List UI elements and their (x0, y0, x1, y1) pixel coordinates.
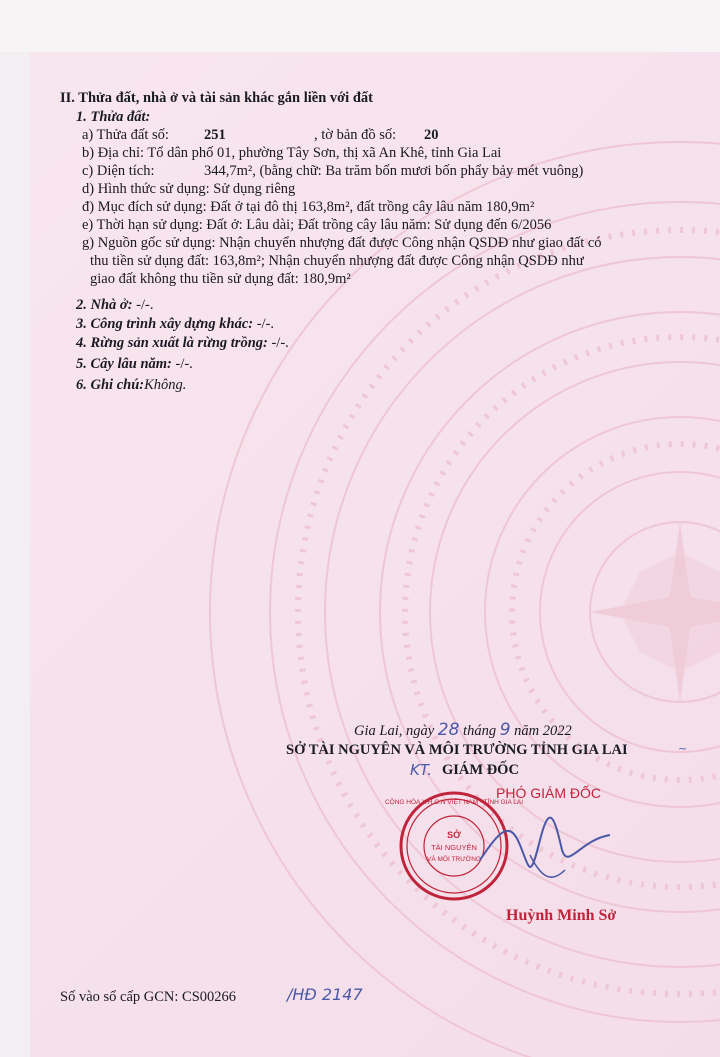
stamp-center-line-2: TÀI NGUYÊN (431, 843, 477, 852)
usage-purpose-line: đ) Mục đích sử dụng: Đất ở tại đô thị 163,8m², đất trồng cây lâu năm 180,9m² (82, 199, 535, 215)
usage-origin-line-3: giao đất không thu tiền sử dụng đất: 180,9m² (90, 271, 351, 287)
land-heading: 1. Thửa đất: (76, 109, 151, 125)
handwritten-registry-suffix: /HĐ 2147 (287, 985, 363, 1004)
usage-origin-line-1: g) Nguồn gốc sử dụng: Nhận chuyển nhượng đất được Công nhận QSDĐ như giao đất có (82, 235, 602, 251)
usage-form-line: d) Hình thức sử dụng: Sử dụng riêng (82, 181, 296, 197)
parcel-number-value: 251 (204, 127, 226, 143)
stamp-center-line-3: VÀ MÔI TRƯỜNG (427, 856, 481, 863)
address-line: b) Địa chỉ: Tổ dân phố 01, phường Tây Sơn, thị xã An Khê, tỉnh Gia Lai (82, 145, 502, 161)
house-item: 2. Nhà ở: -/-. (76, 297, 154, 313)
land-certificate-page (30, 52, 720, 1057)
section-title: II. Thửa đất, nhà ở và tài sản khác gắn liền với đất (60, 90, 373, 106)
handwritten-initials: ~ (678, 742, 688, 755)
handwritten-day: 28 (437, 720, 460, 740)
deputy-director-title: PHÓ GIÁM ĐỐC (496, 785, 602, 801)
issue-date: Gia Lai, ngày 28 tháng 9 năm 2022 (354, 720, 572, 740)
other-construction-item: 3. Công trình xây dựng khác: -/-. (76, 316, 275, 332)
parcel-number-label: a) Thửa đất số: (82, 127, 169, 143)
director-title: GIÁM ĐỐC (442, 762, 519, 778)
notes-item: 6. Ghi chú:Không. (76, 377, 187, 393)
scan-background-top (0, 0, 720, 52)
signer-name: Huỳnh Minh Sở (506, 907, 617, 924)
stamp-ring-text: CỘNG HÒA X.H.C.N VIỆT NAM · TỈNH GIA LAI (384, 799, 524, 806)
area-value: 344,7m², (bằng chữ: Ba trăm bốn mươi bốn phẩy bảy mét vuông) (204, 163, 584, 179)
handwritten-kt-prefix: KT. (410, 761, 432, 779)
usage-origin-line-2: thu tiền sử dụng đất: 163,8m²; Nhận chuyển nhượng đất được Công nhận QSDĐ như (90, 253, 584, 269)
handwritten-signature (470, 800, 620, 890)
agency-name: SỞ TÀI NGUYÊN VÀ MÔI TRƯỜNG TỈNH GIA LAI (286, 742, 628, 758)
area-label: c) Diện tích: (82, 163, 155, 179)
perennial-trees-item: 5. Cây lâu năm: -/-. (76, 356, 193, 372)
map-sheet-label: , tờ bản đồ số: (314, 127, 397, 143)
usage-term-line: e) Thời hạn sử dụng: Đất ở: Lâu dài; Đất trồng cây lâu năm: Sử dụng đến 6/2056 (82, 217, 552, 233)
stamp-center-line-1: SỞ (447, 830, 461, 840)
planted-forest-item: 4. Rừng sản xuất là rừng trồng: -/-. (76, 335, 289, 351)
registry-number: Số vào sổ cấp GCN: CS00266 (60, 989, 237, 1005)
handwritten-month: 9 (499, 720, 511, 740)
map-sheet-value: 20 (424, 127, 439, 143)
